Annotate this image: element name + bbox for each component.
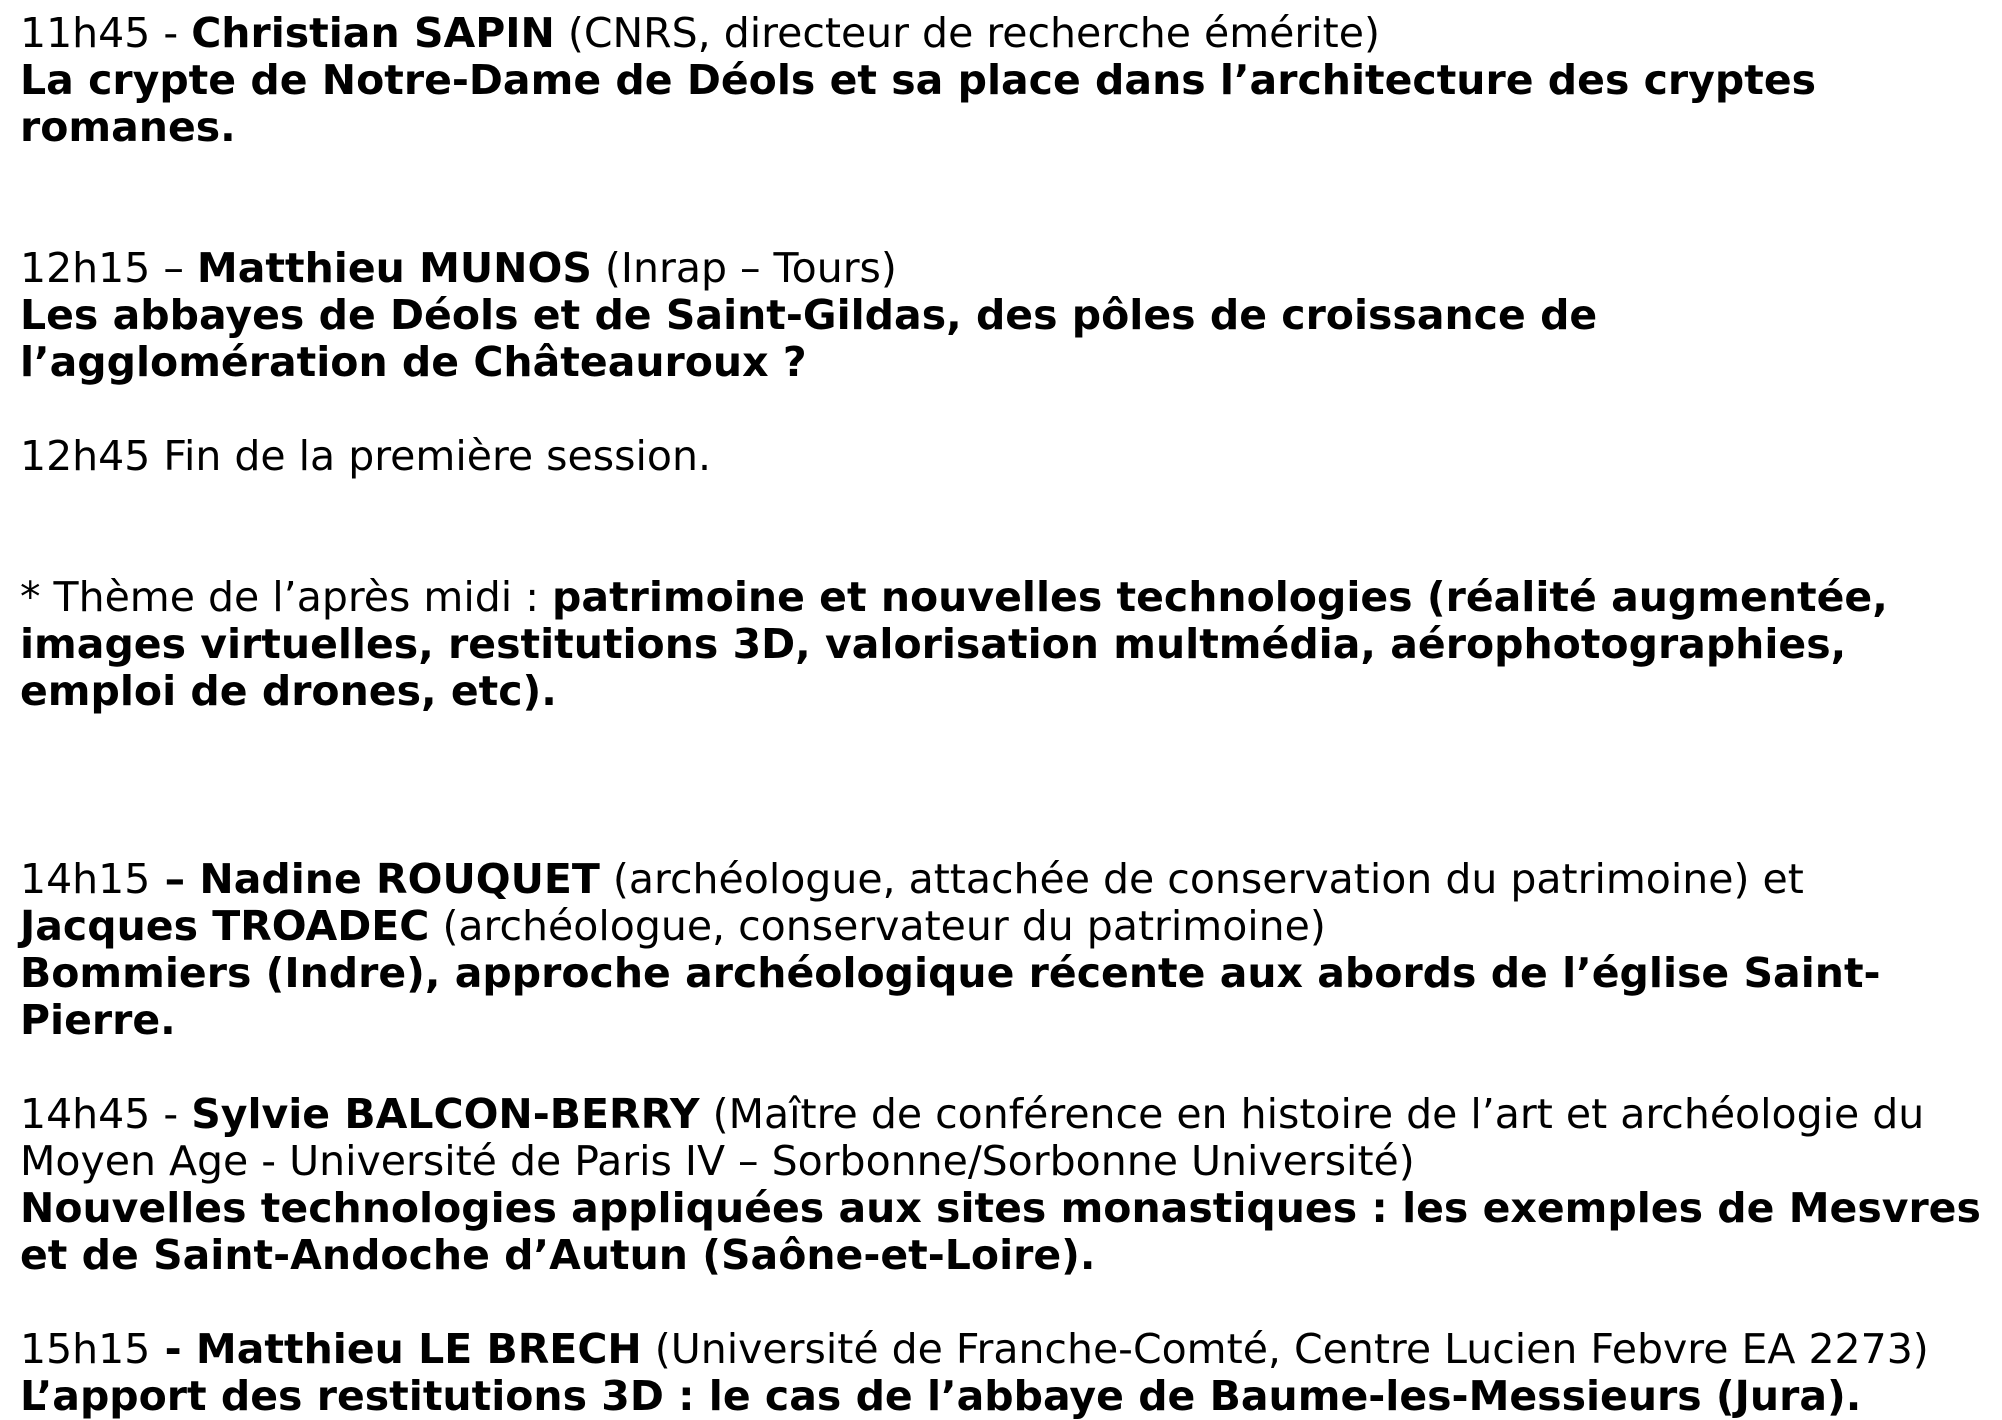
session-end-text: 12h45 Fin de la première session. <box>20 432 711 480</box>
time-label: 15h15 <box>20 1325 151 1373</box>
program-entry-1145 <box>20 10 1995 151</box>
program-page <box>20 10 1995 1420</box>
speaker-line <box>20 10 1995 57</box>
talk-title: Nouvelles technologies appliquées aux sites monastiques : les exemples de Mesvres et de Saint-Andoche d’Autun (Saône-et-Loire). <box>20 1184 1981 1279</box>
talk-title: La crypte de Notre-Dame de Déols et sa place dans l’architecture des cryptes romanes. <box>20 56 1817 151</box>
talk-title: Les abbayes de Déols et de Saint-Gildas, des pôles de croissance de l’agglomération de Châteauroux ? <box>20 291 1598 386</box>
program-entry-1515 <box>20 1326 1995 1420</box>
separator: - <box>150 1325 196 1373</box>
speaker-name: Matthieu LE BRECH <box>195 1325 642 1373</box>
theme-bold: patrimoine et nouvelles technologies (réalité augmentée, images virtuelles, restitutions 3D, valorisation multmédia, aérophotographies, emploi de drones, etc). <box>20 573 1888 715</box>
program-entry-1415 <box>20 856 1995 1044</box>
time-label: 12h15 <box>20 244 151 292</box>
time-label: 11h45 <box>20 9 151 57</box>
talk-title: Bommiers (Indre), approche archéologique récente aux abords de l’église Saint-Pierre. <box>20 949 1881 1044</box>
program-entry-1215 <box>20 245 1995 386</box>
separator: - <box>150 1090 192 1138</box>
speaker-name: Nadine ROUQUET <box>199 855 600 903</box>
speaker-affiliation: (Inrap – Tours) <box>591 244 897 292</box>
speaker-name: Christian SAPIN <box>191 9 555 57</box>
speaker-line <box>20 856 1980 950</box>
speaker-name: Sylvie BALCON-BERRY <box>191 1090 700 1138</box>
speaker-affiliation: (Université de Franche-Comté, Centre Lucien Febvre EA 2273) <box>641 1325 1929 1373</box>
speaker-affiliation: (CNRS, directeur de recherche émérite) <box>554 9 1380 57</box>
speaker-affiliation: (Maître de conférence en histoire de l’art et archéologie du Moyen Age - Université de Paris IV – Sorbonne/Sorbonne Université) <box>20 1090 1925 1185</box>
speaker-line <box>20 1091 1995 1185</box>
speaker-name-2: Jacques TROADEC <box>20 902 430 950</box>
afternoon-theme <box>20 574 1995 715</box>
talk-title: L’apport des restitutions 3D : le cas de l’abbaye de Baume-les-Messieurs (Jura). <box>20 1372 1862 1420</box>
speaker-line <box>20 245 1995 292</box>
program-entry-1445 <box>20 1091 1995 1279</box>
theme-prefix: * Thème de l’après midi : <box>20 573 553 621</box>
speaker-line <box>20 1326 1995 1373</box>
speaker-affiliation-2: (archéologue, conservateur du patrimoine) <box>429 902 1326 950</box>
speaker-affiliation: (archéologue, attachée de conservation du patrimoine) et <box>599 855 1804 903</box>
separator: – <box>150 244 197 292</box>
separator: - <box>150 9 192 57</box>
theme-text <box>20 574 1995 715</box>
separator: – <box>150 855 200 903</box>
time-label: 14h15 <box>20 855 151 903</box>
speaker-name: Matthieu MUNOS <box>196 244 592 292</box>
time-label: 14h45 <box>20 1090 151 1138</box>
session-end <box>20 433 1995 480</box>
